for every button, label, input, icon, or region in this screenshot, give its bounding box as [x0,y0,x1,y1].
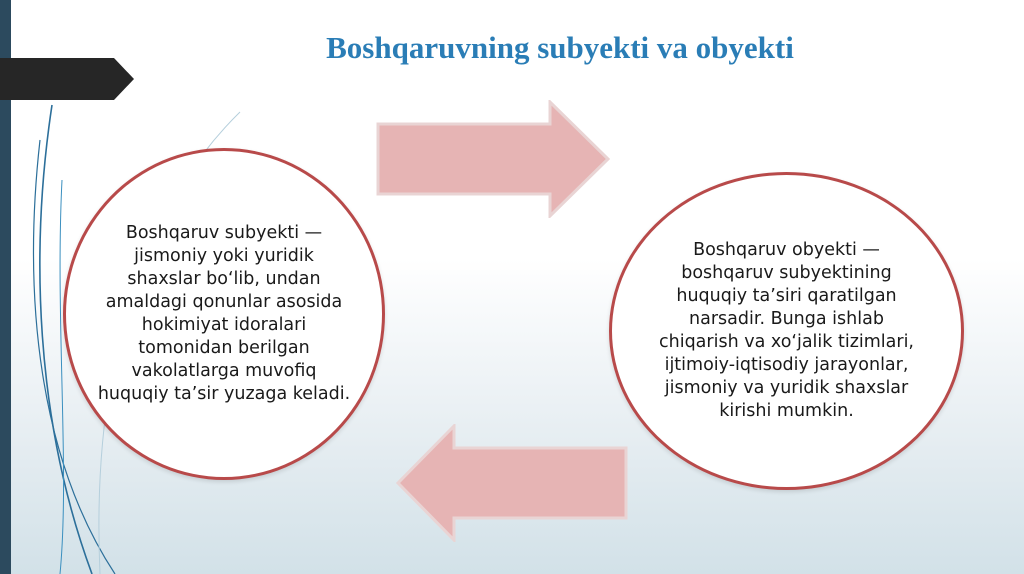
slide-marker-arrow [0,58,134,100]
arrow-left-icon [394,424,630,542]
subject-definition: Boshqaruv subyekti — jismoniy yoki yuridik shaxslar bo‘lib, undan amaldagi qonunlar asosida hokimiyat idoralari tomonidan berilgan vakolatlarga muvofiq huquqiy ta’sir yuzaga keladi. [97,223,351,404]
slide-title: Boshqaruvning subyekti va obyekti [326,30,794,65]
arrow-right-icon [372,100,612,218]
object-definition: Boshqaruv obyekti — boshqaruv subyektining huquqiy ta’siri qaratilgan narsadir. Bunga ishlab chiqarish va xo‘jalik tizimlari, ijtimoiy-iqtisodiy jarayonlar, jismoniy va yuridik shaxslar kirishi mumkin. [659,240,914,421]
object-circle [609,172,964,490]
subject-circle [63,148,385,480]
